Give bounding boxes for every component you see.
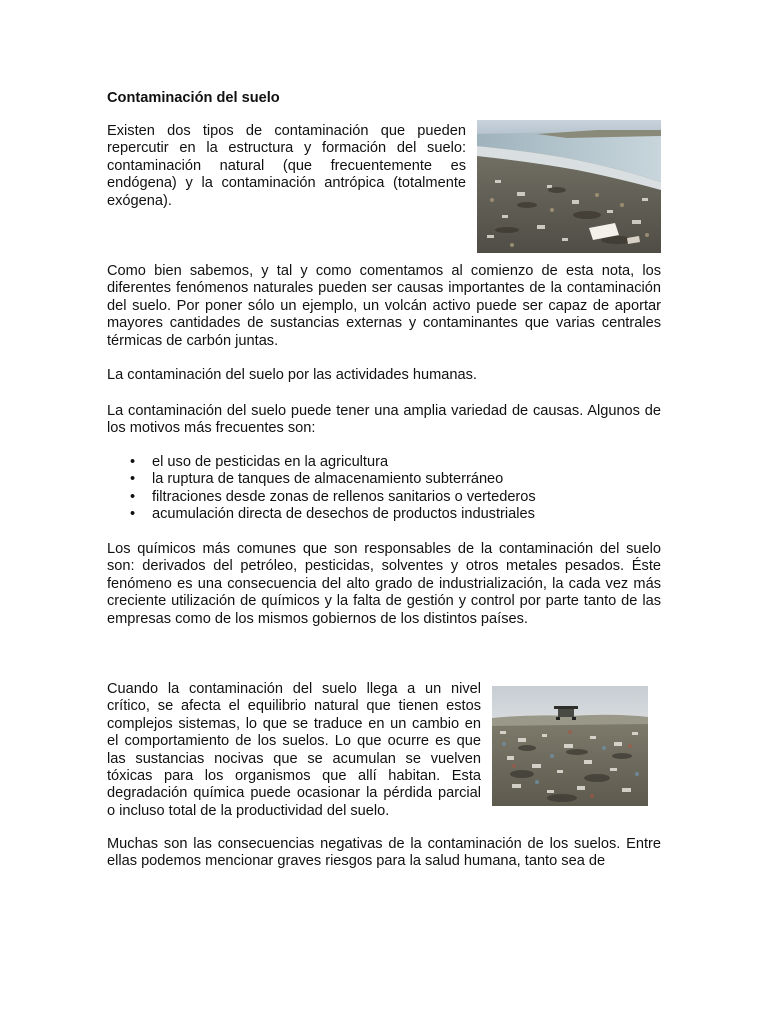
- list-item: [107, 489, 661, 506]
- critical-level-paragraph: Cuando la contaminación del suelo llega a un nivel crítico, se afecta el equilibrio natural que tienen estos complejos sistemas, lo que se traduce en un cambio en el comportamiento de los suelos. Lo que ocurre es que las sustancias nocivas que se acumulan se vuelven tóxicas para los organismos que allí habitan. Esta degradación química puede ocasionar la pérdida parcial o incluso total de la productividad del suelo.: [107, 681, 481, 819]
- list-item-text: filtraciones desde zonas de rellenos sanitarios o vertederos: [152, 488, 536, 505]
- natural-causes-paragraph: Como bien sabemos, y tal y como comentamos al comienzo de esta nota, los diferentes fenómenos naturales pueden ser causas importantes de la contaminación del suelo. Por poner sólo un ejemplo, un volcán activo puede ser capaz de aportar mayores cantidades de sustancias externas y contaminantes que varias centrales térmicas de carbón juntas.: [107, 263, 661, 349]
- list-item: [107, 506, 661, 523]
- shoreline-pollution-photo: [477, 120, 661, 253]
- list-item: [107, 471, 661, 488]
- intro-paragraph: Existen dos tipos de contaminación que pueden repercutir en la estructura y formación del suelo: contaminación natural (que frecuentemente es endógena) y la contaminación antrópica (totalmente exógena).: [107, 123, 466, 209]
- causes-list: [107, 454, 661, 524]
- list-item-text: acumulación directa de desechos de productos industriales: [152, 506, 535, 523]
- bullet-marker: •: [130, 471, 136, 488]
- list-item: [107, 454, 661, 471]
- list-item-text: el uso de pesticidas en la agricultura: [152, 454, 389, 470]
- consequences-paragraph: Muchas son las consecuencias negativas de la contaminación de los suelos. Entre ellas podemos mencionar graves riesgos para la salud humana, tanto sea de: [107, 836, 661, 870]
- bullet-marker: •: [130, 506, 136, 523]
- list-item-text: la ruptura de tanques de almacenamiento subterráneo: [152, 471, 504, 488]
- bullet-marker: •: [130, 454, 136, 470]
- document-title: Contaminación del suelo: [107, 90, 280, 106]
- chemicals-paragraph: Los químicos más comunes que son responsables de la contaminación del suelo son: derivados del petróleo, pesticidas, solventes y otros metales pesados. Éste fenómeno es una consecuencia del alto grado de industrialización, la cada vez más creciente utilización de químicos y la falta de gestión y control por parte tanto de las empresas como de los mismos gobiernos de los distintos países.: [107, 541, 661, 627]
- landfill-photo: [492, 686, 648, 806]
- causes-intro-paragraph: La contaminación del suelo puede tener una amplia variedad de causas. Algunos de los motivos más frecuentes son:: [107, 403, 661, 437]
- bullet-marker: •: [130, 488, 136, 505]
- human-activities-heading: La contaminación del suelo por las actividades humanas.: [107, 367, 477, 383]
